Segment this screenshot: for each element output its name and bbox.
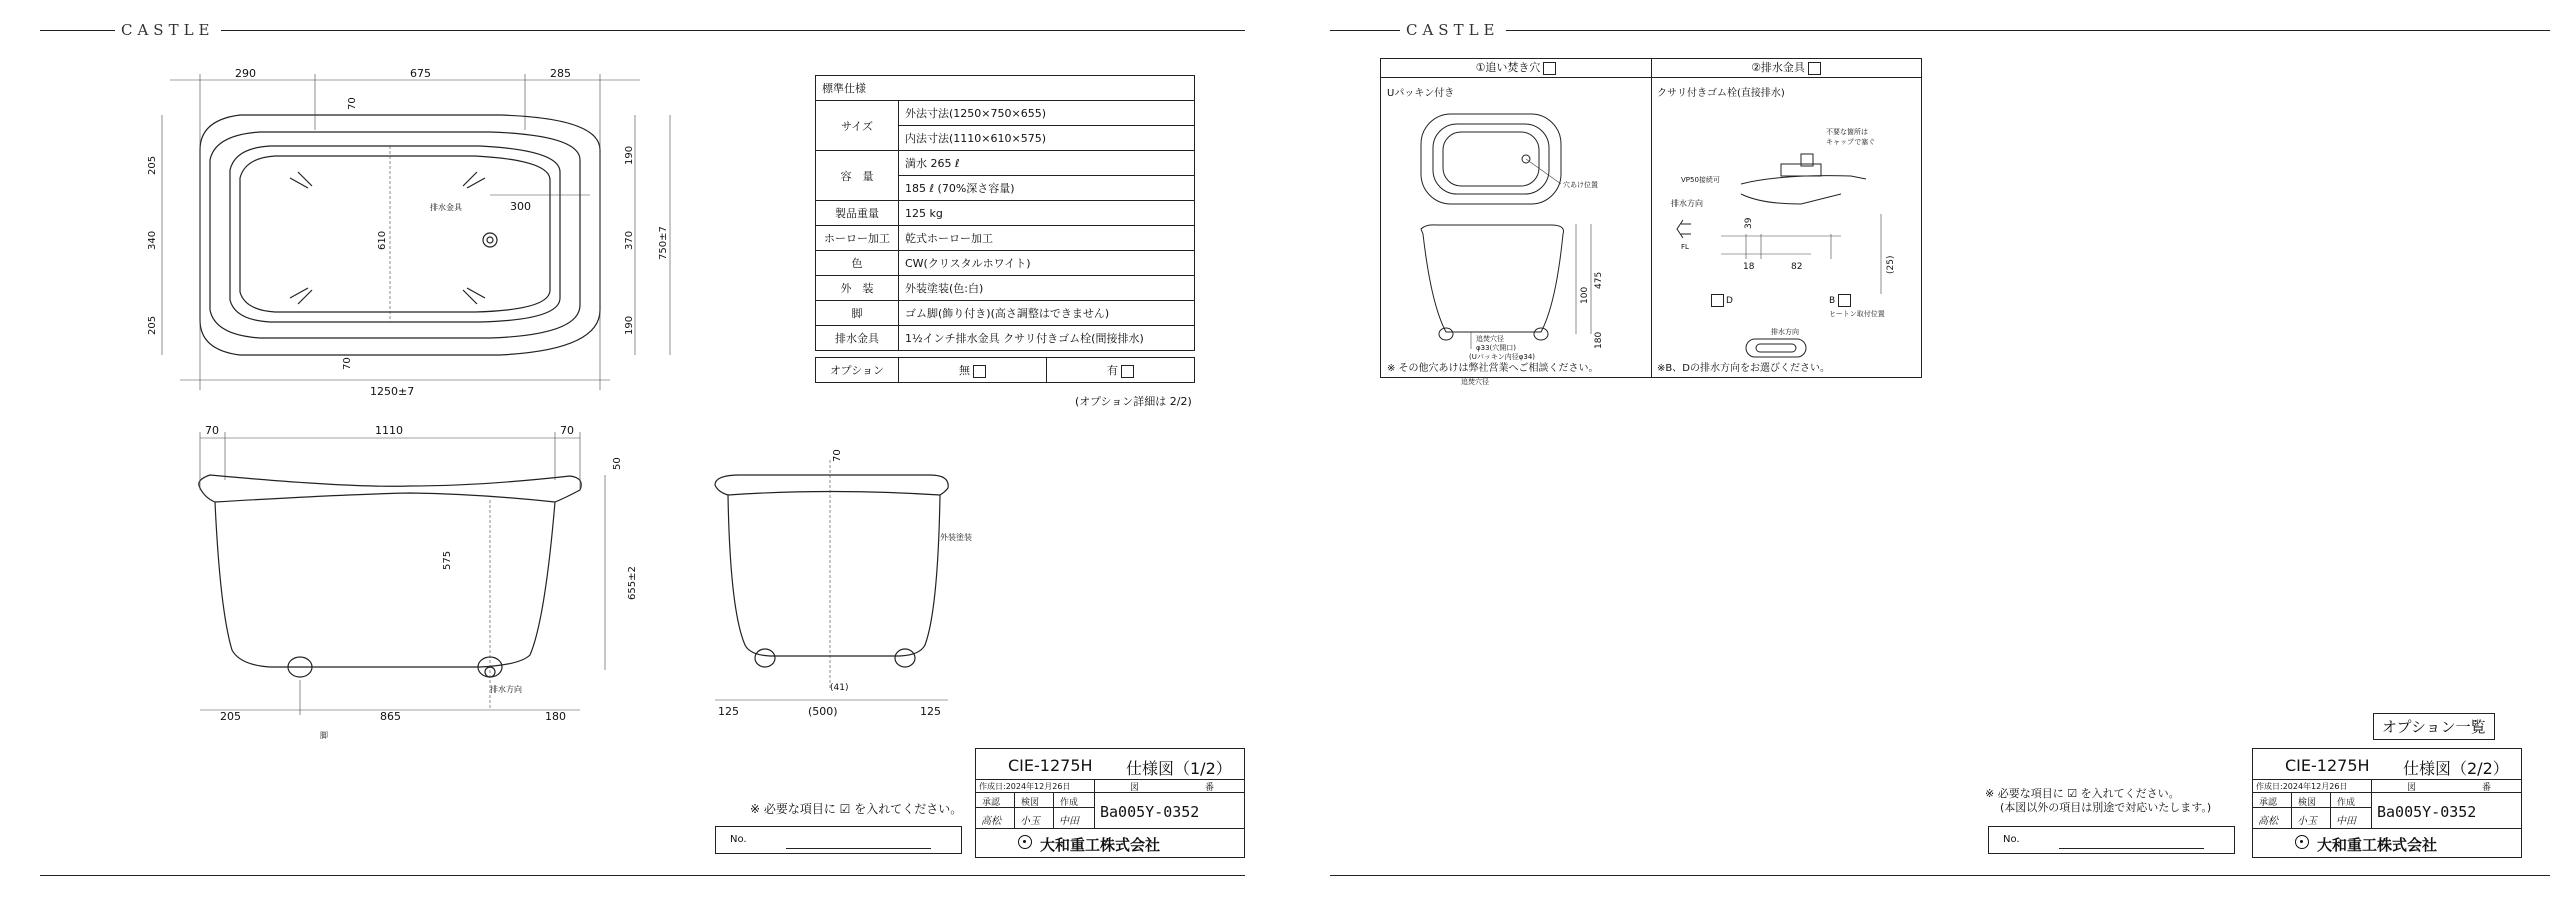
dim-575: 575 (442, 550, 453, 570)
approve-label: 承認 (2259, 798, 2278, 808)
spec-label-legs: 脚 (816, 301, 899, 326)
no-field[interactable] (715, 826, 962, 854)
opt2-dim-82: 82 (1791, 262, 1803, 272)
dim-190b: 190 (624, 315, 635, 335)
brand-logo: CASTLE (1400, 21, 1506, 39)
top-view-drawing (140, 60, 700, 410)
dim-70a: 70 (347, 97, 358, 110)
company-name: 大和重工株式会社 (2317, 836, 2438, 854)
dim-41: (41) (830, 683, 849, 693)
option1-checkbox[interactable] (1543, 62, 1556, 75)
check-label: 検図 (1021, 798, 1040, 808)
title-block (2252, 748, 2522, 875)
exterior-coating-label: 外装塗装 (940, 533, 972, 542)
option1-subtitle: Uパッキン付き (1387, 88, 1455, 99)
opt2-dim-18: 18 (1743, 262, 1755, 272)
option-list-label: オプション一覧 (2373, 713, 2495, 740)
fl-label: FL (1681, 243, 1689, 251)
drawing-name: 仕様図（2/2） (2403, 759, 2509, 778)
dim-125b: 125 (920, 705, 941, 718)
option-none-label: 無 (959, 364, 970, 377)
end-view-drawing (700, 440, 1000, 730)
spec-value: CW(クリスタルホワイト) (899, 251, 1195, 276)
spec-label-size: サイズ (816, 101, 899, 151)
hole-note-2: φ33(穴開口) (1476, 344, 1516, 352)
no-label: No. (2003, 834, 2020, 845)
created-date: 作成日:2024年12月26日 (979, 782, 1071, 791)
dim-125a: 125 (718, 705, 739, 718)
option2-title: ②排水金具 (1751, 61, 1805, 74)
side-view-drawing (150, 420, 660, 740)
dim-370: 370 (624, 230, 635, 250)
spec-label-enamel: ホーロー加工 (816, 226, 899, 251)
dim-205a: 205 (147, 155, 158, 175)
num-label: 番 (2482, 783, 2492, 793)
opt1-dim-475: 475 (1594, 271, 1604, 289)
dim-500: (500) (808, 705, 838, 718)
spec-value: 外装塗装(色:白) (899, 276, 1195, 301)
brand-logo: CASTLE (115, 21, 221, 39)
dim-675: 675 (410, 67, 431, 80)
opt2-dim-39: 39 (1744, 217, 1754, 229)
created-date: 作成日:2024年12月26日 (2256, 782, 2348, 791)
make-label: 作成 (1060, 798, 1079, 808)
option-d[interactable] (1711, 294, 1733, 307)
option2-checkbox[interactable] (1808, 62, 1821, 75)
doc-number: Ba005Y-0352 (1100, 803, 1200, 821)
spec-value: 125 kg (899, 201, 1195, 226)
drain-dir-label: 排水方向 (1671, 199, 1703, 208)
dim-180: 180 (545, 710, 566, 723)
required-note-2: (本図以外の項目は別途で対応いたします。) (2000, 801, 2212, 814)
dim-655: 655±2 (627, 566, 638, 600)
dim-70: 70 (832, 449, 843, 462)
spec-value: 1½インチ排水金具 クサリ付きゴム栓(間接排水) (899, 326, 1195, 351)
num-label: 番 (1205, 783, 1215, 793)
fig-label: 図 (2407, 783, 2417, 793)
model-number: CIE-1275H (1008, 756, 1093, 775)
spec-table (815, 75, 1195, 351)
dim-190a: 190 (624, 145, 635, 165)
spec-value: 乾式ホーロー加工 (899, 226, 1195, 251)
fig-label: 図 (1130, 783, 1140, 793)
dim-70b: 70 (342, 357, 353, 370)
dim-285: 285 (550, 67, 571, 80)
opt1-dim-180: 180 (1594, 331, 1604, 349)
dim-750: 750±7 (658, 226, 669, 260)
title-block (975, 748, 1245, 875)
dim-865: 865 (380, 710, 401, 723)
dim-70a: 70 (205, 424, 219, 437)
option-b[interactable] (1829, 294, 1851, 307)
dim-1110: 1110 (375, 424, 403, 437)
no-field[interactable] (1988, 826, 2235, 854)
dim-205: 205 (220, 710, 241, 723)
check-label: 検図 (2298, 798, 2317, 808)
option-yes-label: 有 (1107, 364, 1118, 377)
dim-290: 290 (235, 67, 256, 80)
sheet-2 (1300, 0, 2560, 905)
drain-dir-label-2: 排水方向 (1771, 328, 1799, 336)
approve-label: 承認 (982, 798, 1001, 808)
dim-50: 50 (612, 457, 623, 470)
no-label: No. (730, 834, 747, 845)
spec-label-color: 色 (816, 251, 899, 276)
dim-1250: 1250±7 (370, 385, 415, 398)
signature-1: 高松 (2258, 816, 2278, 827)
doc-number: Ba005Y-0352 (2377, 803, 2477, 821)
option1-title: ①追い焚き穴 (1475, 61, 1541, 74)
spec-title: 標準仕様 (816, 76, 1195, 101)
drain-direction-label: 排水方向 (490, 685, 522, 694)
spec-value: 185 ℓ (70%深さ容量) (899, 176, 1195, 201)
dim-340: 340 (147, 230, 158, 250)
company-name: 大和重工株式会社 (1040, 836, 1161, 854)
heater-label: ヒートン取付位置 (1829, 310, 1885, 318)
option2-note: ※B、Dの排水方向をお選びください。 (1657, 363, 1830, 374)
drawing-name: 仕様図（1/2） (1126, 759, 1232, 778)
option-d-checkbox[interactable] (1711, 294, 1724, 307)
spec-label-drain: 排水金具 (816, 326, 899, 351)
option-b-label: B (1829, 296, 1836, 306)
option-note: (オプション詳細は 2/2) (1075, 395, 1192, 408)
option2-subtitle: クサリ付きゴム栓(直接排水) (1657, 88, 1785, 99)
opt1-dim-100: 100 (1580, 286, 1590, 304)
required-note: ※ 必要な項目に ☑ を入れてください。 (750, 802, 963, 816)
signature-2: 小玉 (1020, 816, 1040, 827)
required-note-1: ※ 必要な項目に ☑ を入れてください。 (1985, 787, 2180, 800)
spec-value: 内法寸法(1110×610×575) (899, 126, 1195, 151)
leg-label: 脚 (320, 731, 328, 740)
spec-value: ゴム脚(飾り付き)(高さ調整はできません) (899, 301, 1195, 326)
company-logo-icon (1018, 835, 1032, 849)
model-number: CIE-1275H (2285, 756, 2370, 775)
option-none-checkbox[interactable] (973, 365, 986, 378)
dim-610: 610 (377, 230, 388, 250)
sheet-1 (0, 0, 1260, 905)
option-label: オプション (816, 358, 899, 383)
signature-2: 小玉 (2297, 816, 2317, 827)
dim-300: 300 (510, 200, 531, 213)
spec-label-exterior: 外 装 (816, 276, 899, 301)
option-b-checkbox[interactable] (1838, 294, 1851, 307)
dim-70b: 70 (560, 424, 574, 437)
dim-205b: 205 (147, 315, 158, 335)
company-logo-icon (2295, 835, 2309, 849)
cap-note-1: 不要な箇所は (1826, 128, 1868, 136)
drain-label: 排水金具 (430, 203, 462, 212)
hole-position-label: 穴あけ位置 (1563, 181, 1598, 189)
signature-1: 高松 (981, 816, 1001, 827)
spec-value: 満水 265 ℓ (899, 151, 1195, 176)
make-label: 作成 (2337, 798, 2356, 808)
opt2-dim-25: (25) (1886, 255, 1896, 274)
option-table (815, 357, 1195, 383)
cap-note-2: キャップで塞ぐ (1826, 138, 1876, 146)
signature-3: 中田 (1059, 816, 1079, 827)
vp50-label: VP50接続可 (1681, 176, 1720, 184)
hole-note-3: (Uパッキン内径φ34) (1469, 353, 1536, 361)
option-yes-checkbox[interactable] (1121, 365, 1134, 378)
options-box (1380, 58, 1922, 386)
signature-3: 中田 (2336, 816, 2356, 827)
option-d-label: D (1726, 296, 1733, 306)
spec-label-weight: 製品重量 (816, 201, 899, 226)
option1-note: ※ その他穴あけは弊社営業へご相談ください。 (1387, 363, 1599, 374)
hole-note-1: 追焚穴径 (1461, 378, 1489, 386)
spec-value: 外法寸法(1250×750×655) (899, 101, 1195, 126)
hole-note-1-text: 追焚穴径 (1476, 335, 1504, 343)
spec-label-capacity: 容 量 (816, 151, 899, 201)
